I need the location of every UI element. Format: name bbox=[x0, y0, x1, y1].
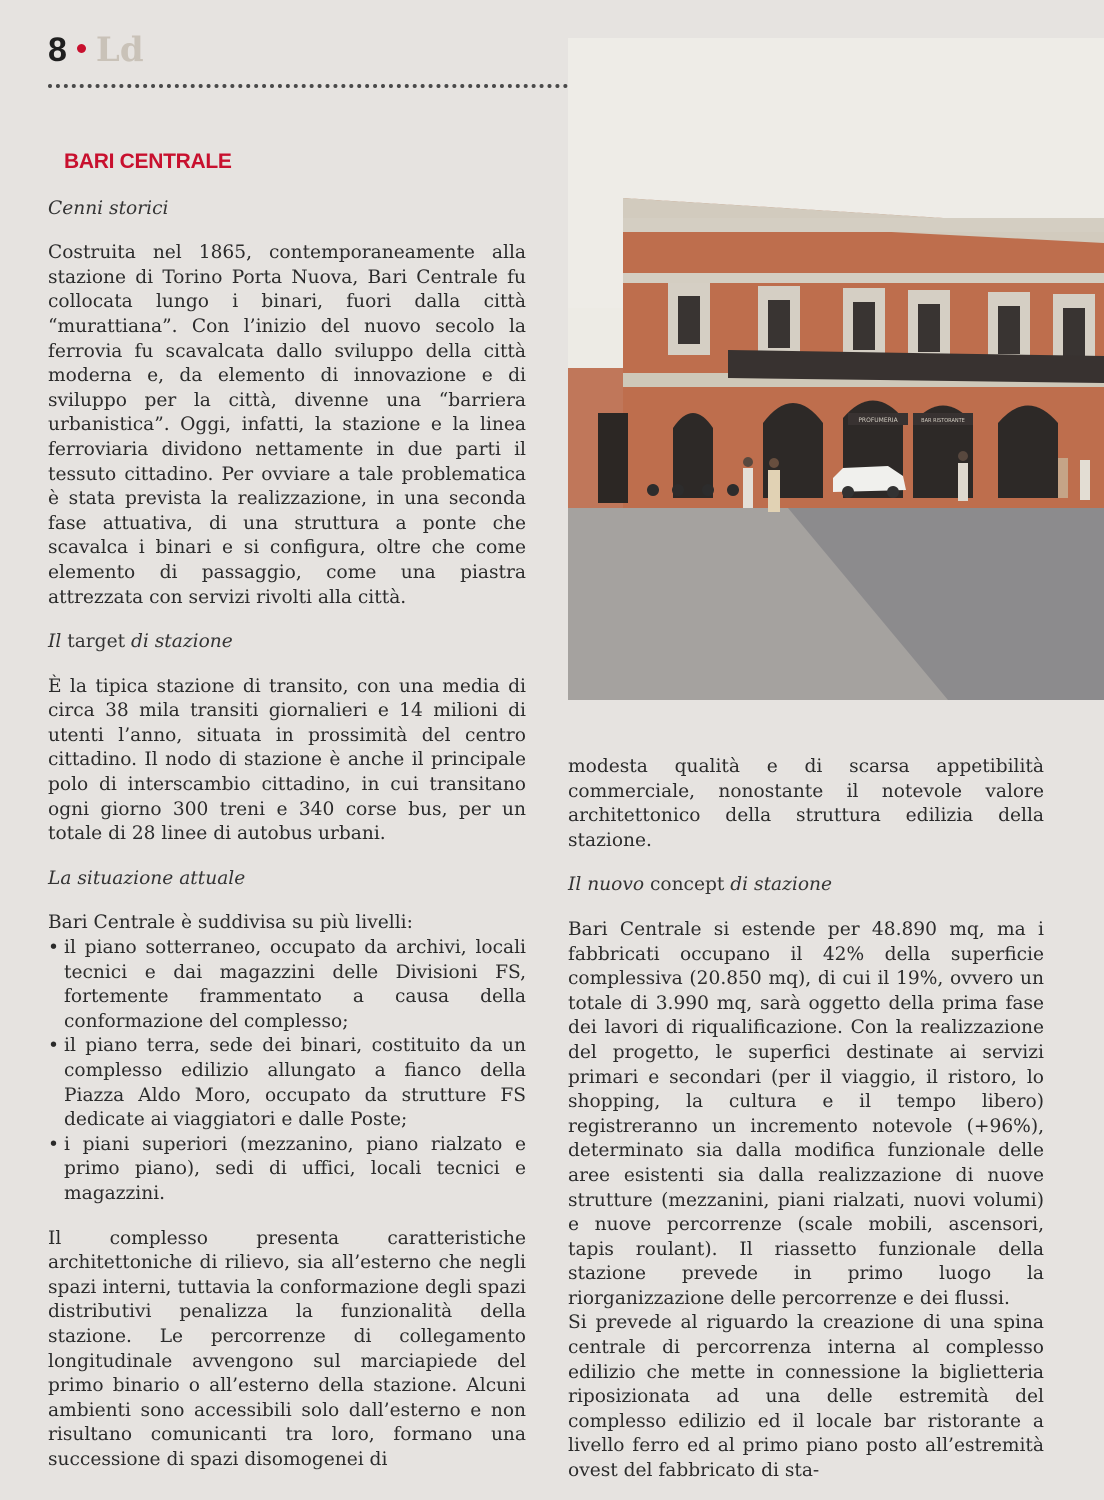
levels-list bbox=[48, 936, 526, 1207]
subhead-part: Il bbox=[48, 631, 62, 653]
subheading-cenni-storici: Cenni storici bbox=[48, 197, 169, 219]
paragraph-history: Costruita nel 1865, contemporaneamente alla stazione di Torino Porta Nuova, Bari Centrale fu collocata lungo i binari, fuori dalla città “murattiana”. Con l’inizio del nuovo secolo la ferrovia fu scavalcata dallo sviluppo della città moderna e, da elemento di innovazione e di sviluppo per la città, divenne una “barriera urbanistica”. Oggi, infatti, la stazione e la linea ferroviaria dividono nettamente in due parti il tessuto cittadino. Per ovviare a tale problematica è stata prevista la realizzazione, in una seconda fase attuativa, di una struttura a ponte che scavalca i binari e si configura, oltre che come elemento di passaggio, come una piastra attrezzata con servizi rivolti alla città. bbox=[48, 242, 526, 608]
right-column bbox=[568, 755, 1044, 1500]
paragraph-concept: Bari Centrale si estende per 48.890 mq, ma i fabbricati occupano il 42% della superficie complessiva (20.850 mq), di cui il 19%, ovvero un totale di 3.990 mq, sarà oggetto della prima fase dei lavori di riqualificazione. Con la realizzazione del progetto, le superfici destinate ai servizi primari e secondari (per il viaggio, il ristoro, lo shopping, la cultura e il tempo libero) registreranno un incremento notevole (+96%), determinato sia dalla modifica funzionale delle aree esistenti sia dalla realizzazione di nuove strutture (mezzanini, piani rialzati, nuovi volumi) e nuove percorrenze (scale mobili, ascensori, tapis roulant). Il riassetto funzionale della stazione prevede in primo luogo la riorganizzazione delle percorrenze e dei flussi. bbox=[568, 918, 1044, 1309]
page-header bbox=[48, 30, 144, 70]
page-number: 8 bbox=[48, 31, 67, 69]
section-title: BARI CENTRALE bbox=[64, 150, 232, 173]
subhead-part: Il nuovo bbox=[568, 874, 645, 896]
subhead-part: di stazione bbox=[730, 874, 833, 896]
subhead-part: di stazione bbox=[130, 631, 233, 653]
list-item: • il piano sotterraneo, occupato da archivi, locali tecnici e dai magazzini delle Divisioni FS, fortemente frammentato a causa della conformazione del complesso; bbox=[48, 936, 526, 1034]
paragraph-continuation: modesta qualità e di scarsa appetibilità commerciale, nonostante il notevole valore architettonico della struttura edilizia della stazione. bbox=[568, 756, 1044, 851]
sign-profumeria: PROFUMERIA bbox=[858, 417, 898, 424]
magazine-logo: Ld bbox=[95, 30, 144, 70]
dotted-divider bbox=[48, 84, 568, 88]
subheading-situazione: La situazione attuale bbox=[48, 867, 246, 889]
left-column bbox=[48, 150, 526, 1493]
station-photo bbox=[568, 38, 1104, 700]
paragraph-target: È la tipica stazione di transito, con una media di circa 38 mila transiti giornalieri e 14 milioni di utenti l’anno, situata in prossimità del centro cittadino. Il nodo di stazione è anche il principale polo di interscambio cittadino, in cui transitano ogni giorno 300 treni e 340 corse bus, per un totale di 28 linee di autobus urbani. bbox=[48, 675, 526, 845]
subhead-part: target bbox=[67, 631, 126, 653]
paragraph-complex: Il complesso presenta caratteristiche architettoniche di rilievo, sia all’esterno che negli spazi interni, tuttavia la conformazione degli spazi distributivi penalizza la funzionalità della stazione. Le percorrenze di collegamento longitudinale avvengono sul marciapiede del primo binario o all’esterno della stazione. Alcuni ambienti sono accessibili solo dall’esterno e non risultano comunicanti tra loro, formano una successione di spazi disomogenei di bbox=[48, 1227, 526, 1470]
list-item: • il piano terra, sede dei binari, costituito da un complesso edilizio allungato a fianco della Piazza Aldo Moro, occupato da strutture FS dedicate ai viaggiatori e dalle Poste; bbox=[48, 1034, 526, 1132]
subheading-target bbox=[48, 630, 526, 655]
subheading-concept bbox=[568, 873, 1044, 898]
paragraph-spina: Si prevede al riguardo la creazione di una spina centrale di percorrenza interna al complesso edilizio che mette in connessione la biglietteria riposizionata ad una delle estremità del complesso edilizio ed il locale bar ristorante a livello ferro ed al primo piano posto all’estremità ovest del fabbricato di sta- bbox=[568, 1312, 1044, 1482]
paragraph-levels-intro: Bari Centrale è suddivisa su più livelli: bbox=[48, 912, 413, 934]
list-item: • i piani superiori (mezzanino, piano rialzato e primo piano), sedi di uffici, locali tecnici e magazzini. bbox=[48, 1133, 526, 1207]
subhead-part: concept bbox=[649, 874, 725, 896]
red-dot-icon bbox=[77, 44, 86, 53]
sign-bar-ristorante: BAR RISTORANTE bbox=[921, 418, 965, 424]
